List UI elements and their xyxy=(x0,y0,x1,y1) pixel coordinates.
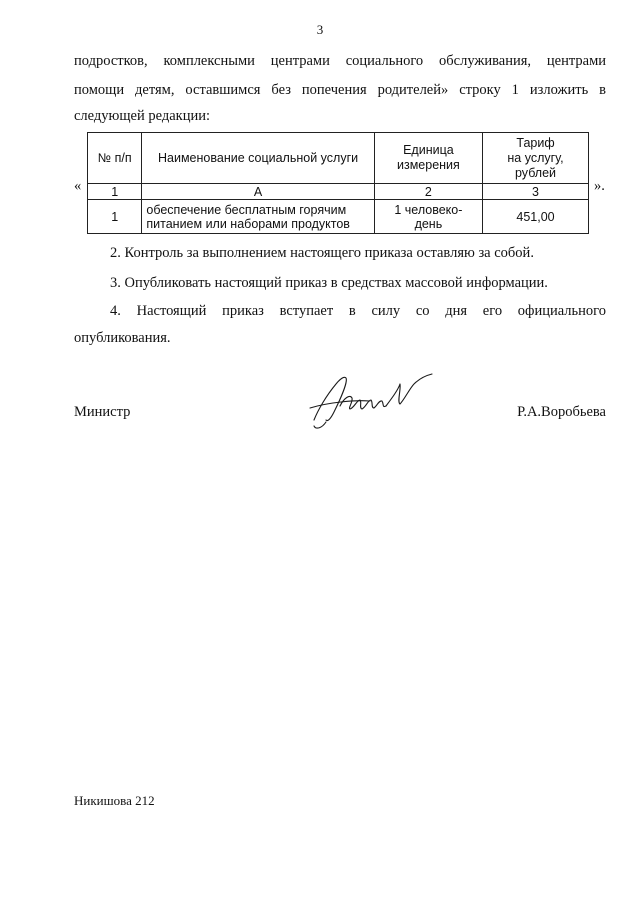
page-number: 3 xyxy=(316,22,324,37)
executor-footer: Никишова 212 xyxy=(74,793,155,808)
point-4-line-2: опубликования. xyxy=(74,330,171,346)
column-number: 1 xyxy=(88,184,142,200)
quote-close: ». xyxy=(594,178,605,194)
table-row xyxy=(88,200,589,234)
point-4-line-1: 4. Настоящий приказ вступает в силу со дня его официального xyxy=(110,303,606,319)
header-tariff xyxy=(483,133,589,184)
column-number: А xyxy=(142,184,374,200)
row-service-name xyxy=(142,200,374,234)
row-tariff: 451,00 xyxy=(483,200,589,234)
header-unit xyxy=(374,133,482,184)
intro-line-3: следующей редакции: xyxy=(74,108,211,124)
column-number: 2 xyxy=(374,184,482,200)
header-name: Наименование социальной услуги xyxy=(142,133,374,184)
header-num: № п/п xyxy=(88,133,142,184)
point-3: 3. Опубликовать настоящий приказ в средствах массовой информации. xyxy=(110,275,548,291)
row-unit-line-1: 1 человеко- xyxy=(394,202,463,217)
signature-position: Министр xyxy=(74,404,131,420)
column-number: 3 xyxy=(483,184,589,200)
row-unit xyxy=(374,200,482,234)
intro-line-2: помощи детям, оставшимся без попечения родителей» строку 1 изложить в xyxy=(74,82,606,98)
header-tariff-line-2: на услугу, xyxy=(507,150,564,165)
row-unit-line-2: день xyxy=(414,216,443,231)
row-service-name-line-1: обеспечение бесплатным горячим xyxy=(146,202,347,217)
column-number-row xyxy=(88,184,589,200)
point-2: 2. Контроль за выполнением настоящего приказа оставляю за собой. xyxy=(110,245,534,261)
services-table xyxy=(87,132,589,234)
quote-open: « xyxy=(74,178,82,194)
row-service-name-line-2: питанием или наборами продуктов xyxy=(146,216,350,231)
header-unit-line-1: Единица xyxy=(403,143,454,157)
handwritten-signature xyxy=(300,360,440,430)
header-tariff-line-3: рублей xyxy=(515,165,557,180)
header-unit-line-2: измерения xyxy=(396,158,460,172)
signatory-name: Р.А.Воробьева xyxy=(517,404,606,420)
intro-line-1: подростков, комплексными центрами социального обслуживания, центрами xyxy=(74,53,606,69)
table-header-row xyxy=(88,133,589,184)
header-tariff-line-1: Тариф xyxy=(516,135,555,150)
row-num: 1 xyxy=(88,200,142,234)
